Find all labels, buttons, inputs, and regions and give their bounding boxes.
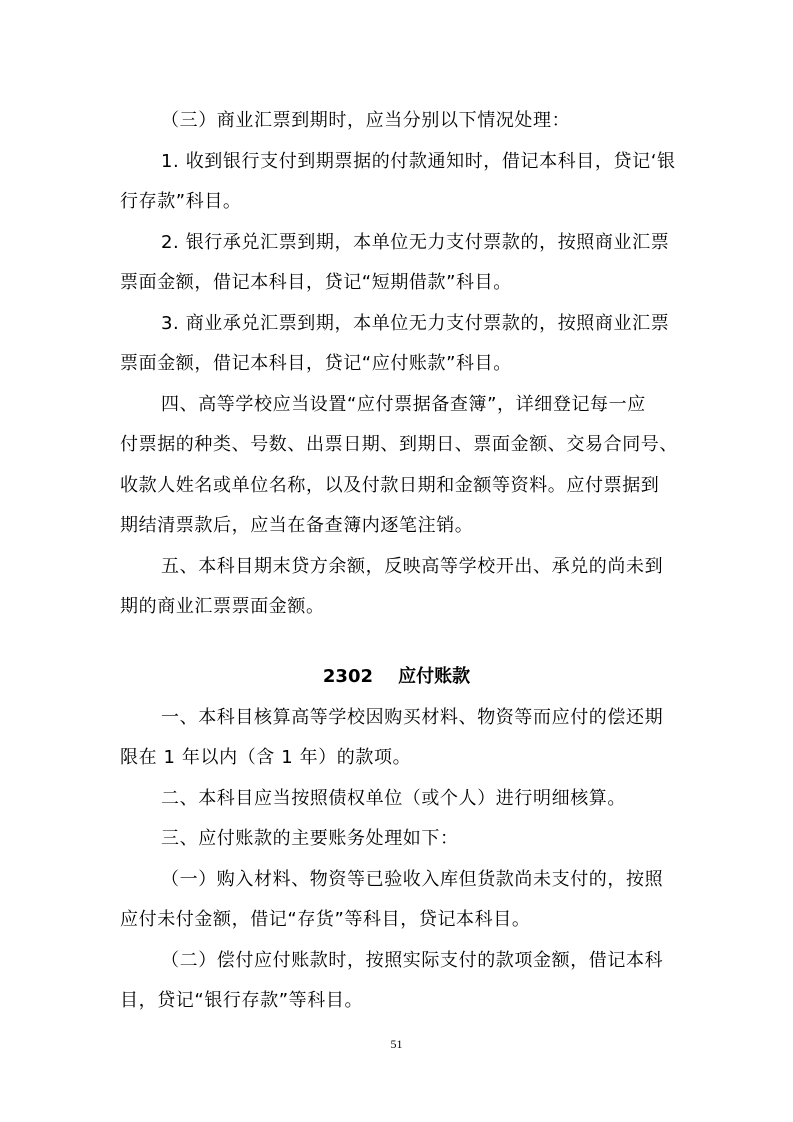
paragraph-line: （三）商业汇票到期时，应当分别以下情况处理：	[161, 110, 571, 131]
paragraph-line: 三、应付账款的主要账务处理如下：	[161, 828, 459, 849]
paragraph-line: 2. 银行承兑汇票到期，本单位无力支付票款的，按照商业汇票	[161, 232, 670, 253]
paragraph-line: （二）偿付应付账款时，按照实际支付的款项金额，借记本科	[161, 950, 664, 971]
paragraph-line: 一、本科目核算高等学校因购买材料、物资等而应付的偿还期	[161, 707, 664, 728]
paragraph-line: 二、本科目应当按照债权单位（或个人）进行明细核算。	[161, 788, 626, 809]
paragraph-line: 期的商业汇票票面金额。	[120, 596, 325, 617]
paragraph-line: 3. 商业承兑汇票到期，本单位无力支付票款的，按照商业汇票	[161, 313, 670, 334]
paragraph-line: 四、高等学校应当设置“应付票据备查簿”，详细登记每一应	[161, 394, 646, 415]
paragraph-line: （一）购入材料、物资等已验收入库但货款尚未支付的，按照	[161, 869, 664, 890]
paragraph-line: 应付未付金额，借记“存货”等科目，贷记本科目。	[120, 909, 531, 930]
paragraph-line: 五、本科目期末贷方余额，反映高等学校开出、承兑的尚未到	[161, 556, 664, 577]
paragraph-line: 收款人姓名或单位名称，以及付款日期和金额等资料。应付票据到	[120, 475, 660, 496]
paragraph-line: 票面金额，借记本科目，贷记“应付账款”科目。	[120, 353, 512, 374]
paragraph-line: 行存款”科目。	[120, 191, 242, 212]
paragraph-line: 期结清票款后，应当在备查簿内逐笔注销。	[120, 515, 474, 536]
paragraph-line: 1. 收到银行支付到期票据的付款通知时，借记本科目，贷记‘银	[161, 151, 676, 172]
page-number: 51	[390, 1037, 403, 1051]
paragraph-line: 票面金额，借记本科目，贷记“短期借款”科目。	[120, 272, 512, 293]
paragraph-line: 限在 1 年以内（含 1 年）的款项。	[120, 747, 412, 768]
paragraph-line: 付票据的种类、号数、出票日期、到期日、票面金额、交易合同号、	[120, 434, 678, 455]
section-heading: 2302 应付账款	[322, 666, 471, 687]
paragraph-line: 目，贷记“银行存款”等科目。	[120, 990, 364, 1011]
